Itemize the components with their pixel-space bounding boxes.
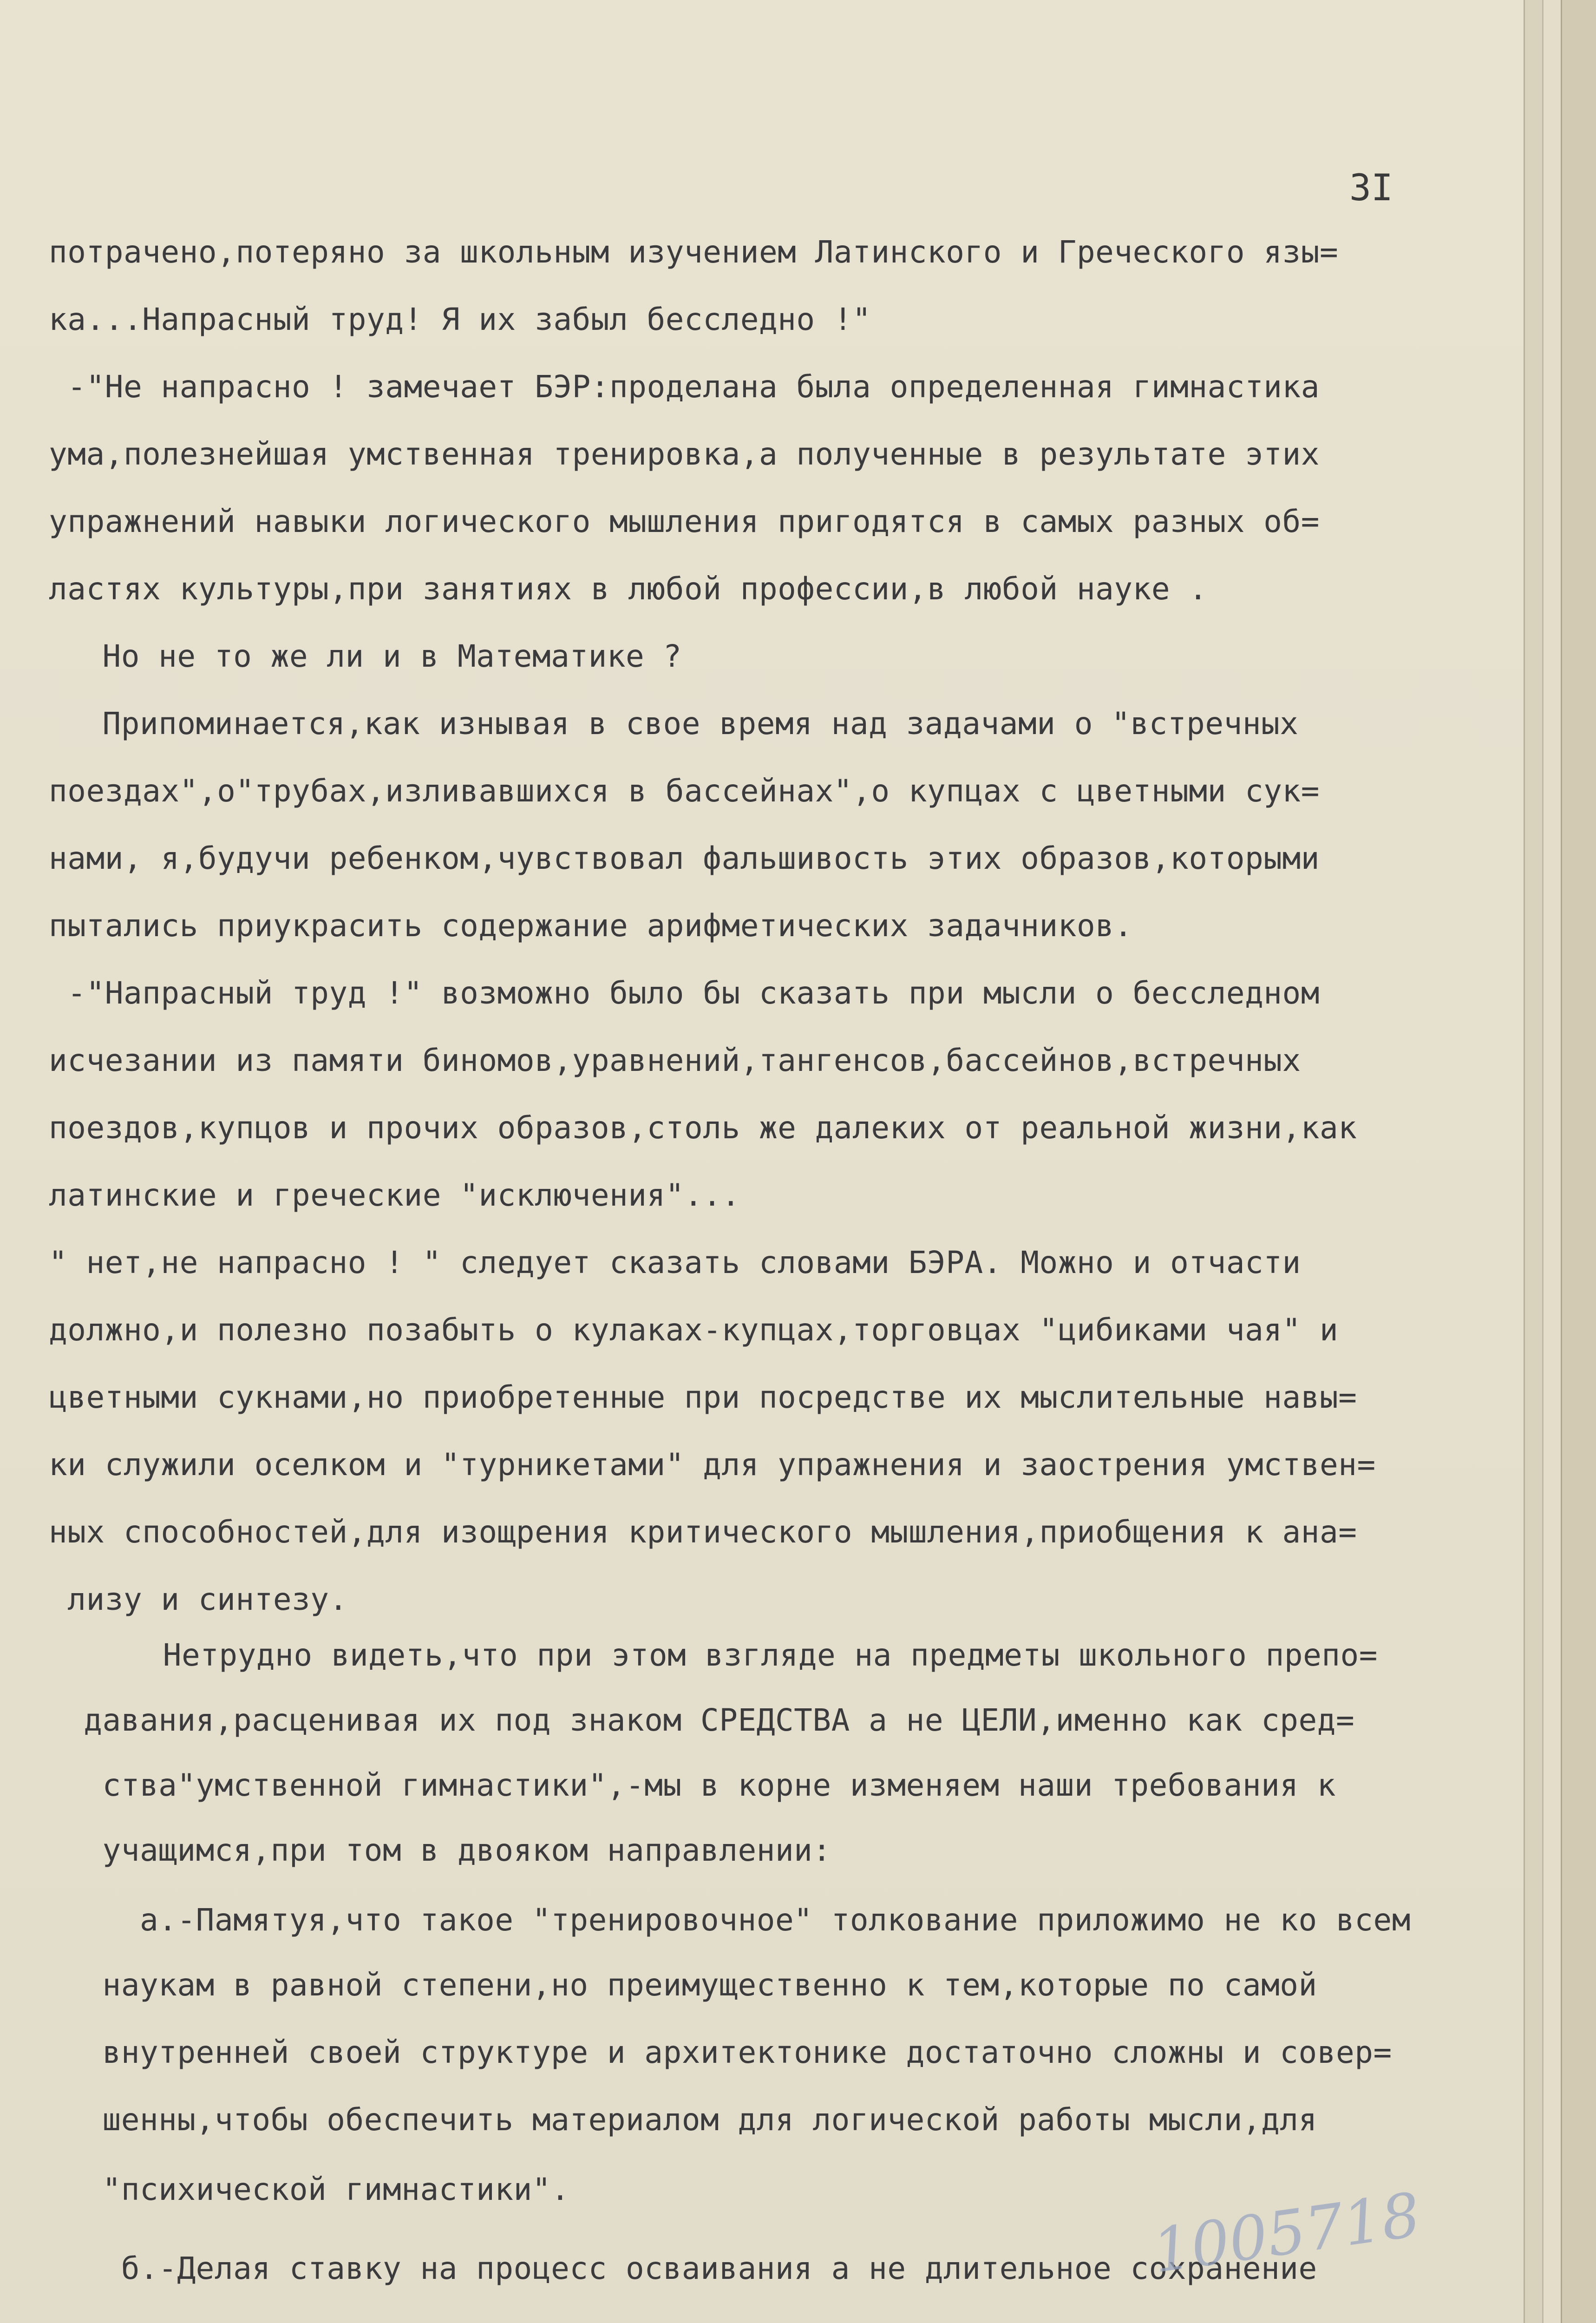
text-line: Припоминается,как изнывая в свое время над задачами о "встречных <box>65 706 1299 742</box>
text-line: -"Напрасный труд !" возможно было бы сказать при мысли о бесследном <box>49 975 1320 1011</box>
text-line: "психической гимнастики". <box>65 2172 570 2207</box>
page-stack-edge <box>1561 0 1596 2323</box>
text-line: поездов,купцов и прочих образов,столь же далеких от реальной жизни,как <box>49 1110 1357 1146</box>
text-line: пытались приукрасить содержание арифметических задачников. <box>49 908 1133 944</box>
text-line: наукам в равной степени,но преимущественно к тем,которые по самой <box>65 1967 1317 2003</box>
text-line: потрачено,потеряно за школьным изучением Латинского и Греческого язы= <box>49 234 1339 270</box>
text-line: ства"умственной гимнастики",-мы в корне изменяем наши требования к <box>65 1767 1336 1803</box>
text-line: ума,полезнейшая умственная тренировка,а полученные в результате этих <box>49 436 1320 472</box>
text-line: " нет,не напрасно ! " следует сказать словами БЭРА. Можно и отчасти <box>49 1245 1301 1280</box>
text-line: упражнений навыки логического мышления пригодятся в самых разных об= <box>49 504 1320 539</box>
text-line: поездах",о"трубах,изливавшихся в бассейнах",о купцах с цветными сук= <box>49 773 1320 809</box>
text-line: учащимся,при том в двояком направлении: <box>65 1832 831 1868</box>
text-line: нами, я,будучи ребенком,чувствовал фальшивость этих образов,которыми <box>49 840 1320 876</box>
text-line: а.-Памятуя,что такое "тренировочное" толкование приложимо не ко всем <box>65 1902 1411 1938</box>
text-line: Но не то же ли и в Математике ? <box>65 638 682 674</box>
text-line: давания,расценивая их под знаком СРЕДСТВА а не ЦЕЛИ,именно как сред= <box>65 1702 1355 1738</box>
text-line: внутренней своей структуре и архитектонике достаточно сложны и совер= <box>65 2034 1392 2070</box>
text-line: ластях культуры,при занятиях в любой профессии,в любой науке . <box>49 571 1208 607</box>
page-stack-edge <box>1524 0 1544 2323</box>
text-line: ка...Напрасный труд! Я их забыл бесследно !" <box>49 302 871 337</box>
text-line: лизу и синтезу. <box>49 1581 348 1617</box>
archive-stamp: 1005718 <box>1148 2179 1425 2287</box>
text-line: -"Не напрасно ! замечает БЭР:проделана была определенная гимнастика <box>49 369 1320 405</box>
text-line: б.-Делая ставку на процесс осваивания а не длительное сохранение <box>65 2251 1317 2286</box>
text-line: латинские и греческие "исключения"... <box>49 1177 740 1213</box>
text-line: цветными сукнами,но приобретенные при посредстве их мыслительные навы= <box>49 1379 1357 1415</box>
page-stack-edge <box>1542 0 1562 2323</box>
text-line: шенны,чтобы обеспечить материалом для логической работы мысли,для <box>65 2102 1317 2138</box>
page-number: 3I <box>1349 167 1393 209</box>
text-line: ных способностей,для изощрения критического мышления,приобщения к ана= <box>49 1514 1357 1550</box>
text-line: Нетрудно видеть,что при этом взгляде на предметы школьного препо= <box>107 1637 1378 1673</box>
text-line: ки служили оселком и "турникетами" для упражнения и заострения умствен= <box>49 1447 1376 1483</box>
text-line: исчезании из памяти биномов,уравнений,тангенсов,бассейнов,встречных <box>49 1043 1301 1078</box>
text-line: должно,и полезно позабыть о кулаках-купцах,торговцах "цибиками чая" и <box>49 1312 1339 1348</box>
